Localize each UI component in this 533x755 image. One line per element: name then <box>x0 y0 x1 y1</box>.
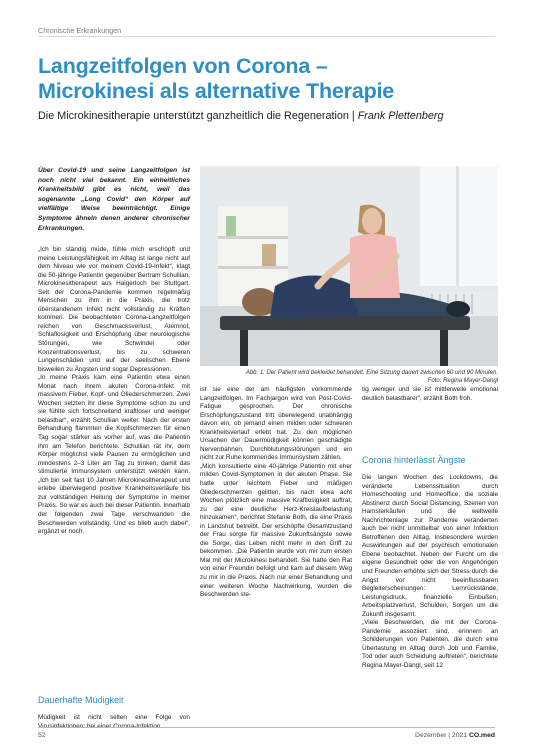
paragraph: „Mich konsultierte eine 40-jährige Patientin mit eher milden Covid-Symptomen in der akuten Phase. Sie hatte unter leichtem Fieber und mäßigen Gliederschmerzen gelitten, bis nach etwa acht Wochen plötzlich eine massive Kraftlosigkeit auftrat, zu der eine deutliche Herz-Kreislaufbelastung hinzukamen“, berichtet Stefanie Both, die eine Praxis in Landshut betreibt. Der erschöpfte Gesamtzustand der Frau sorgte für massive Zukunftsängste sowie die Sorge, das Leben nicht mehr in den Griff zu bekommen. „Die Patientin wurde von mir zum ersten Mal mit der Microkinesi behandelt. Sie hatte den Rat von einer Freundin befolgt und kam auf diesem Weg zu mir in die Praxis. Nach nur einer Behandlung und einer weiteren Woche Nachwirkung, wurden die Beschwerden ste- <box>200 462 352 599</box>
paragraph: Müdigkeit ist nicht selten eine Folge von <box>38 714 190 721</box>
paragraph: „In meine Praxis kam eine Patientin etwa einen Monat nach ihrem akuten Corona-Infekt mit massivem Fieber, Kopf- und Gliederschmerzen. Zwei Wochen setzten ihr diese Symptome schon zu und sie fühlte sich fortschreitend kraftloser und weniger belastbar“, erzählt Schullian weiter. Nach der ersten Behandlung flammten die Kopfschmerzen für einen Tag sogar stärker als vorher auf, was die Patientin ihm am Telefon berichtete. Schullian rät ihr, dem Körper möglichst viele Pausen zu ermöglichen und mindestens 2–3 Liter am Tag zu trinken, damit das stimulierte Immunsystem unterstützt werden kann. „Ich bin seit fast 10 Jahren Microkinesitherapeut und erlebe überwiegend positive Krankheitsverläufe bis zur vollständigen Heilung der Symptome in meiner Praxis. So war es auch bei dieser Patientin. Innerhalb der folgenden zwei Tage verschwanden die Beschwerden vollständig. Und es blieb auch dabei“, ergänzt er noch. <box>38 374 190 536</box>
column-1 <box>38 246 190 537</box>
paragraph: Die langen Wochen des Lockdowns, die veränderte Lebenssituation durch Homeschooling und Homeoffice, die soziale Abstinenz durch Social Distancing, Szenen von Hamsterkäufen und die weltweite Nachrichtenlage zur Pandemie veränderten auch bei nicht unmittelbar von einer Infektion Betroffenen den Alltag. Insbesondere wurden Auswirkungen auf der psychisch emotionalen Ebene beobachtet. Neben der Furcht um die eigene Gesundheit oder die von Angehörigen und Freunden erhöhte sich der Stress durch die Angst vor nicht beeinflussbaren Begleiterscheinungen: Lernrückstände, Leistungsdruck, finanzielle Einbußen, Arbeitsplatzverlust, Schulden, Sorgen um die Zukunft insgesamt. <box>362 474 498 618</box>
therapy-photo-illustration <box>200 166 498 366</box>
page-number: 52 <box>38 732 46 739</box>
title-line-1: Langzeitfolgen von Corona – <box>38 54 328 78</box>
issue-date: Dezember | 2021 <box>415 732 468 739</box>
author-name: Frank Plettenberg <box>357 110 444 122</box>
title-line-2: Microkinesi als alternative Therapie <box>38 79 395 103</box>
subheading-fatigue: Dauerhafte Müdigkeit <box>38 695 124 705</box>
paragraph: „Viele Beschwerden, die mit der Corona-Pandemie assoziiert sind, erinnern an Schilderungen von Patienten, die durch eine Überlastung im Alltag durch Job und Familie, Tod oder auch Scheidung auftreten“, berichtete Regina Mayer-Dangl, seit 12 <box>362 619 498 670</box>
column-1-continued <box>38 714 190 731</box>
issue-info <box>415 732 495 739</box>
subheading-anxiety: Corona hinterlässt Ängste <box>362 455 466 465</box>
paragraph: ist sie eine der am häufigsten vorkommende Langzeitfolgen. Im Fachjargon wird von Post-Covid-Fatigue gesprochen. Der chronische Erschöpfungszustand tritt überwiegend unabhängig davon ein, ob jemand einen milden oder schweren Krankheitsverlauf erlebt hat. Zu den möglichen Ursachen der Dauermüdigkeit können geschädigte Nervenbahnen, Durchblutungsstörungen und ein nicht zur Ruhe kommendes Immunsystem zählen. <box>200 386 352 462</box>
article-photo <box>200 166 498 366</box>
article-title <box>38 54 498 104</box>
column-3 <box>362 386 498 403</box>
caption-text: Abb. 1: Der Patient wird bekleidet behandelt. Eine Sitzung dauert zwischen 60 und 90 Minuten. <box>245 370 498 376</box>
column-3-continued <box>362 474 498 671</box>
top-rule <box>38 36 495 37</box>
magazine-brand: CO.med <box>468 732 495 739</box>
photo-credit: Foto: Regina Mayer-Dangl <box>427 378 498 384</box>
column-2 <box>200 386 352 600</box>
paragraph: tig weniger und sie ist mittlerweile emotional deutlich belastbarer“, erzählt Both froh. <box>362 386 498 402</box>
section-label: Chronische Erkrankungen <box>38 26 122 35</box>
teaser: Über Covid-19 und seine Langzeitfolgen ist noch nicht viel bekannt. Ein einheitliches Krankheitsbild gibt es nicht, weil das sogenannte „Long Covid“ den Körper auf vielfältige Weise beeinträchtigt. Einige Symptome ähneln denen anderer chronischer Erkrankungen. <box>38 167 190 232</box>
paragraph: „Ich bin ständig müde, fühle mich erschöpft und meine Leistungsfähigkeit im Alltag ist lange nicht auf dem Niveau wie vor meinem Covid-19-Infekt“, klagt die 50-jährige Patientin gegenüber Bertram Schullian, Microkinesitherapeut aus Haigerloch bei Stuttgart. Seit der Corona-Pandemie kommen regelmäßig Menschen zu ihm in die Praxis, die trotz überstandenem Infekt nicht vollständig zu Kräften kommen. Die beobachteten Corona-Langzeitfolgen reichen von Geschmacksverlust, Atemnot, Schlaflosigkeit und Erschöpfung über neurologische Störungen, wie Schwindel oder Konzentrationsverlust, bis zu schweren Lungenschäden und auf der seelischen Ebene bisweilen zu Ängsten und sogar Depressionen. <box>38 246 190 373</box>
bottom-rule <box>38 727 495 728</box>
subtitle-text: Die Microkinesitherapie unterstützt ganzheitlich die Regeneration | <box>38 110 355 122</box>
photo-caption <box>200 369 498 385</box>
article-subtitle <box>38 110 508 122</box>
